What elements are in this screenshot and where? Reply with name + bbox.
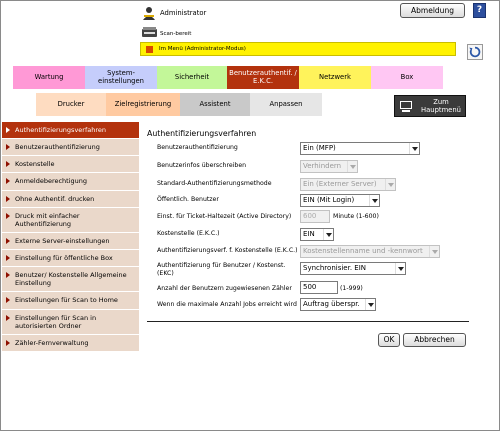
sidebar-item-ohne-authentif-drucken[interactable] bbox=[2, 191, 139, 208]
help-button[interactable]: ? bbox=[473, 3, 486, 18]
tab-systemeinstellungen[interactable] bbox=[85, 66, 157, 90]
chevron-down-icon bbox=[395, 263, 405, 274]
arrow-right-icon bbox=[6, 196, 10, 202]
chevron-down-icon bbox=[323, 229, 333, 240]
sidebar-item-kostenstelle[interactable] bbox=[2, 156, 139, 173]
user-auth-label: Benutzerauthentifizierung bbox=[157, 144, 238, 151]
account-method-select[interactable] bbox=[300, 245, 440, 258]
sidebar-item-zaehler-fernverwaltung[interactable] bbox=[2, 335, 139, 352]
tab-anpassen[interactable] bbox=[250, 93, 322, 117]
sync-select[interactable] bbox=[300, 262, 406, 275]
sidebar bbox=[2, 122, 139, 352]
counter-hint: (1-999) bbox=[340, 285, 363, 292]
user-name: Administrator bbox=[160, 9, 207, 17]
sidebar-item-label: Externe Server-einstellungen bbox=[15, 236, 110, 245]
select-value: EIN (Mit Login) bbox=[303, 196, 355, 204]
sidebar-item-label: Kostenstelle bbox=[15, 160, 55, 169]
overwrite-label: Benutzerinfos überschreiben bbox=[157, 162, 247, 169]
account-track-select[interactable] bbox=[300, 228, 334, 241]
arrow-right-icon bbox=[6, 297, 10, 303]
sidebar-item-label: Authentifizierungsverfahren bbox=[15, 126, 106, 134]
tab-assistent[interactable] bbox=[180, 93, 250, 117]
sidebar-item-label: Benutzerauthentifizierung bbox=[15, 143, 100, 152]
tab-label: Zielregistrierung bbox=[114, 99, 172, 108]
sidebar-item-label: Einstellung für öffentliche Box bbox=[15, 254, 113, 262]
account-method-label: Authentifizierungsverf. f. Kostenstelle (E.K.C.) bbox=[157, 247, 298, 254]
tab-label: System- einstellungen bbox=[98, 68, 144, 85]
sidebar-item-label: Einstellungen für Scan in autorisierten Ordner bbox=[15, 313, 97, 330]
counter-input[interactable]: 500 bbox=[300, 281, 338, 294]
divider bbox=[147, 321, 469, 322]
arrow-right-icon bbox=[6, 161, 10, 167]
tab-label: Sicherheit bbox=[174, 72, 210, 81]
sidebar-item-oeffentliche-box[interactable] bbox=[2, 250, 139, 267]
ticket-hold-time-input[interactable]: 600 bbox=[300, 210, 330, 223]
arrow-right-icon bbox=[6, 238, 10, 244]
select-value: EIN bbox=[303, 230, 315, 238]
chevron-down-icon bbox=[365, 299, 375, 310]
arrow-right-icon bbox=[6, 272, 10, 278]
tab-drucker[interactable] bbox=[36, 93, 106, 117]
std-method-select[interactable] bbox=[300, 178, 396, 191]
sidebar-item-label: Einstellungen für Scan to Home bbox=[15, 296, 118, 305]
sidebar-item-label: Anmeldeberechtigung bbox=[15, 177, 88, 186]
tab-label: Box bbox=[400, 72, 414, 81]
sidebar-item-anmeldeberechtigung[interactable] bbox=[2, 173, 139, 190]
sidebar-item-scan-to-home[interactable] bbox=[2, 292, 139, 309]
tab-wartung[interactable] bbox=[13, 66, 85, 90]
ticket-label: Einst. für Ticket-Haltezeit (Active Directory) bbox=[157, 213, 292, 220]
chevron-down-icon bbox=[385, 179, 395, 190]
tab-label: Anpassen bbox=[269, 99, 303, 108]
arrow-right-icon bbox=[6, 315, 10, 321]
chevron-down-icon bbox=[429, 246, 439, 257]
max-jobs-select[interactable] bbox=[300, 298, 376, 311]
sidebar-item-authentifizierungsverfahren[interactable] bbox=[2, 122, 139, 139]
select-value: Synchronisier. EIN bbox=[303, 264, 367, 272]
counter-label: Anzahl der Benutzern zugewiesenen Zähler bbox=[157, 285, 292, 292]
chevron-down-icon bbox=[347, 161, 357, 172]
refresh-icon bbox=[468, 45, 482, 59]
sidebar-item-label: Druck mit einfacher Authentifizierung bbox=[15, 211, 80, 228]
tab-label: Netzwerk bbox=[319, 72, 351, 81]
sync-label: Authentifizierung für Benutzer / Kostenst. (EKC) bbox=[157, 262, 286, 277]
sidebar-item-benutzerauthentifizierung[interactable] bbox=[2, 139, 139, 156]
arrow-right-icon bbox=[6, 255, 10, 261]
sidebar-item-label: Ohne Authentif. drucken bbox=[15, 194, 95, 203]
arrow-right-icon bbox=[6, 340, 10, 346]
mode-text: Im Menü (Administrator-Modus) bbox=[159, 46, 246, 52]
ticket-hint: Minute (1-600) bbox=[333, 213, 379, 220]
tab-label: Wartung bbox=[34, 72, 64, 81]
std-method-label: Standard-Authentifizierungsmethode bbox=[157, 180, 272, 187]
overwrite-select[interactable] bbox=[300, 160, 358, 173]
tab-zielregistrierung[interactable] bbox=[106, 93, 180, 117]
arrow-right-icon bbox=[6, 144, 10, 150]
chevron-down-icon bbox=[409, 143, 419, 154]
sidebar-item-scan-autorisierter-ordner[interactable] bbox=[2, 310, 139, 335]
home-button[interactable] bbox=[394, 95, 466, 117]
scanner-icon bbox=[141, 26, 158, 38]
ok-button[interactable]: OK bbox=[378, 333, 400, 347]
sidebar-item-label: Benutzer/ Kostenstelle Allgemeine Einstellung bbox=[15, 271, 127, 288]
sidebar-item-label: Zähler-Fernverwaltung bbox=[15, 338, 89, 347]
home-label: Zum Hauptmenü bbox=[421, 98, 461, 115]
sidebar-item-allgemeine-einstellung[interactable] bbox=[2, 267, 139, 292]
tab-label: Assistent bbox=[199, 99, 231, 108]
arrow-right-icon bbox=[6, 127, 10, 133]
admin-mode-icon bbox=[146, 46, 153, 53]
tab-box[interactable] bbox=[371, 66, 443, 90]
mode-banner bbox=[140, 42, 456, 56]
select-value: Verhindern bbox=[303, 162, 342, 170]
account-track-label: Kostenstelle (E.K.C.) bbox=[157, 230, 220, 237]
select-value: Ein (Externer Server) bbox=[303, 180, 377, 188]
public-user-select[interactable] bbox=[300, 194, 380, 207]
logout-button[interactable]: Abmeldung bbox=[400, 3, 465, 18]
chevron-down-icon bbox=[369, 195, 379, 206]
tab-label: Benutzerauthentif. / E.K.C. bbox=[229, 68, 297, 85]
page-title: Authentifizierungsverfahren bbox=[147, 129, 257, 138]
user-icon bbox=[142, 6, 156, 20]
user-auth-select[interactable] bbox=[300, 142, 420, 155]
refresh-button[interactable] bbox=[467, 44, 483, 60]
tab-label: Drucker bbox=[57, 99, 85, 108]
arrow-right-icon bbox=[6, 178, 10, 184]
public-user-label: Öffentlich. Benutzer bbox=[157, 196, 219, 203]
home-icon bbox=[399, 100, 413, 113]
max-jobs-label: Wenn die maximale Anzahl Jobs erreicht wird bbox=[157, 301, 297, 308]
arrow-right-icon bbox=[6, 213, 10, 219]
tab-netzwerk[interactable] bbox=[299, 66, 371, 90]
select-value: Kostenstellenname und -kennwort bbox=[303, 247, 423, 255]
sidebar-item-druck-einfache-authentifizierung[interactable] bbox=[2, 208, 139, 233]
tab-benutzerauthentifizierung[interactable] bbox=[227, 66, 299, 90]
select-value: Ein (MFP) bbox=[303, 144, 336, 152]
select-value: Auftrag überspr. bbox=[303, 300, 360, 308]
tab-sicherheit[interactable] bbox=[157, 66, 227, 90]
sidebar-item-externe-server[interactable] bbox=[2, 233, 139, 250]
cancel-button[interactable]: Abbrechen bbox=[403, 333, 466, 347]
scan-status: Scan-bereit bbox=[160, 31, 192, 37]
